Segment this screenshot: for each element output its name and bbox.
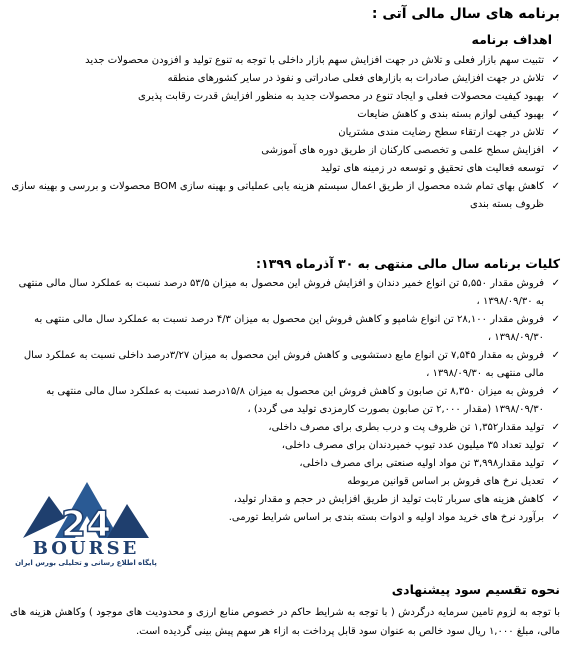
check-icon: ✓ [551,73,560,84]
goals-list [10,52,562,214]
program-heading: برنامه های سال مالی آتی : [371,6,560,22]
check-icon: ✓ [551,55,560,66]
check-icon: ✓ [551,440,560,451]
check-icon: ✓ [551,512,560,523]
logo-wordmark: BOURSE [32,538,140,559]
check-icon: ✓ [551,278,560,289]
check-icon: ✓ [551,422,560,433]
check-icon: ✓ [551,458,560,469]
check-icon: ✓ [551,145,560,156]
check-icon: ✓ [551,127,560,138]
dividend-paragraph: با توجه به لزوم تامین سرمایه درگردش ( با توجه به شرایط حاکم در خصوص منابع ارزی و محدودیت های موجود ) وکاهش هزینه های مالی، مبلغ ۱,۰۰۰ ریال سود خالص به عنوان سود قابل پرداخت به ازاء هر سهم پیش بینی گردیده است. [10,607,560,637]
dividend-heading: نحوه تقسیم سود پیشنهادی [391,582,560,597]
summary-heading: کلیات برنامه سال مالی منتهی به ۳۰ آذرماه ۱۳۹۹: [256,256,560,271]
list-item: ✓ بهبود کیفیت محصولات فعلی و ایجاد تنوع در محصولات جدید به منظور افزایش قدرت رقابت پذیری [10,88,562,106]
list-item: ✓ بهبود کیفی لوازم بسته بندی و کاهش ضایعات [10,106,562,124]
list-item: ✓ فروش مقدار ۵,۵۵۰ تن انواع خمیر دندان و افزایش فروش این محصول به میزان ۵۳/۵ درصد نسبت به عملکرد سال مالی منتهی به ۱۳۹۸/۰۹/۳۰ ، [10,275,562,311]
check-icon: ✓ [551,314,560,325]
list-item: ✓ تلاش در جهت افزایش صادرات به بازارهای فعلی صادراتی و نفوذ در سایر کشورهای منطقه [10,70,562,88]
check-icon: ✓ [551,181,560,192]
list-item: ✓ تولید مقدار۱,۳۵۲ تن ظروف پت و درب بطری برای مصرف داخلی، [140,419,562,437]
list-item: ✓ فروش به میزان ۸,۳۵۰ تن صابون و کاهش فروش این محصول به میزان ۱۵/۸درصد نسبت به عملکرد سال مالی منتهی به ۱۳۹۸/۰۹/۳۰ (مقدار ۲,۰۰۰ تن صابون بصورت کارمزدی تولید می گردد) ، [10,383,562,419]
list-item: ✓ تولید تعداد ۳۵ میلیون عدد تیوپ خمیردندان برای مصرف داخلی، [140,437,562,455]
list-item: ✓ فروش به مقدار ۷,۵۴۵ تن انواع مایع دستشویی و کاهش فروش این محصول به میزان ۳/۲۷درصد داخلی نسبت به عملکرد سال مالی منتهی به ۱۳۹۸/۰۹/۳۰ ، [10,347,562,383]
check-icon: ✓ [551,494,560,505]
check-icon: ✓ [551,109,560,120]
list-item: ✓ کاهش بهای تمام شده محصول از طریق اعمال سیستم هزینه یابی عملیاتی و بهینه سازی BOM محصولات و بررسی و بهینه سازی ظروف بسته بندی [10,178,562,214]
list-item: ✓ تلاش در جهت ارتقاء سطح رضایت مندی مشتریان [10,124,562,142]
check-icon: ✓ [551,163,560,174]
list-item: ✓ تعدیل نرخ های فروش بر اساس قوانین مربوطه [140,473,562,491]
bourse-logo [15,478,157,572]
list-item: ✓ کاهش هزینه های سربار ثابت تولید از طریق افزایش در حجم و مقدار تولید، [140,491,562,509]
logo-number: 24 [60,504,112,540]
goals-heading: اهداف برنامه [471,32,552,47]
logo-24-mark [15,478,157,540]
check-icon: ✓ [551,476,560,487]
check-icon: ✓ [551,386,560,397]
list-item: ✓ توسعه فعالیت های تحقیق و توسعه در زمینه های تولید [10,160,562,178]
list-item: ✓ تثبیت سهم بازار فعلی و تلاش در جهت افزایش سهم بازار داخلی با توجه به تنوع تولید و افزودن محصولات جدید [10,52,562,70]
list-item: ✓ تولید مقدار۳,۹۹۸ تن مواد اولیه صنعتی برای مصرف داخلی، [140,455,562,473]
list-item: ✓ فروش مقدار ۲۸,۱۰۰ تن انواع شامپو و کاهش فروش این محصول به میزان ۴/۳ درصد نسبت به عملکرد سال مالی منتهی به ۱۳۹۸/۰۹/۳۰ ، [10,311,562,347]
list-item: ✓ برآورد نرخ های خرید مواد اولیه و ادوات بسته بندی بر اساس شرایط تورمی. [140,509,562,527]
list-item: ✓ افزایش سطح علمی و تخصصی کارکنان از طریق دوره های آموزشی [10,142,562,160]
logo-subtitle: پایگاه اطلاع رسانی و تحلیلی بورس ایران [15,559,157,567]
check-icon: ✓ [551,91,560,102]
check-icon: ✓ [551,350,560,361]
